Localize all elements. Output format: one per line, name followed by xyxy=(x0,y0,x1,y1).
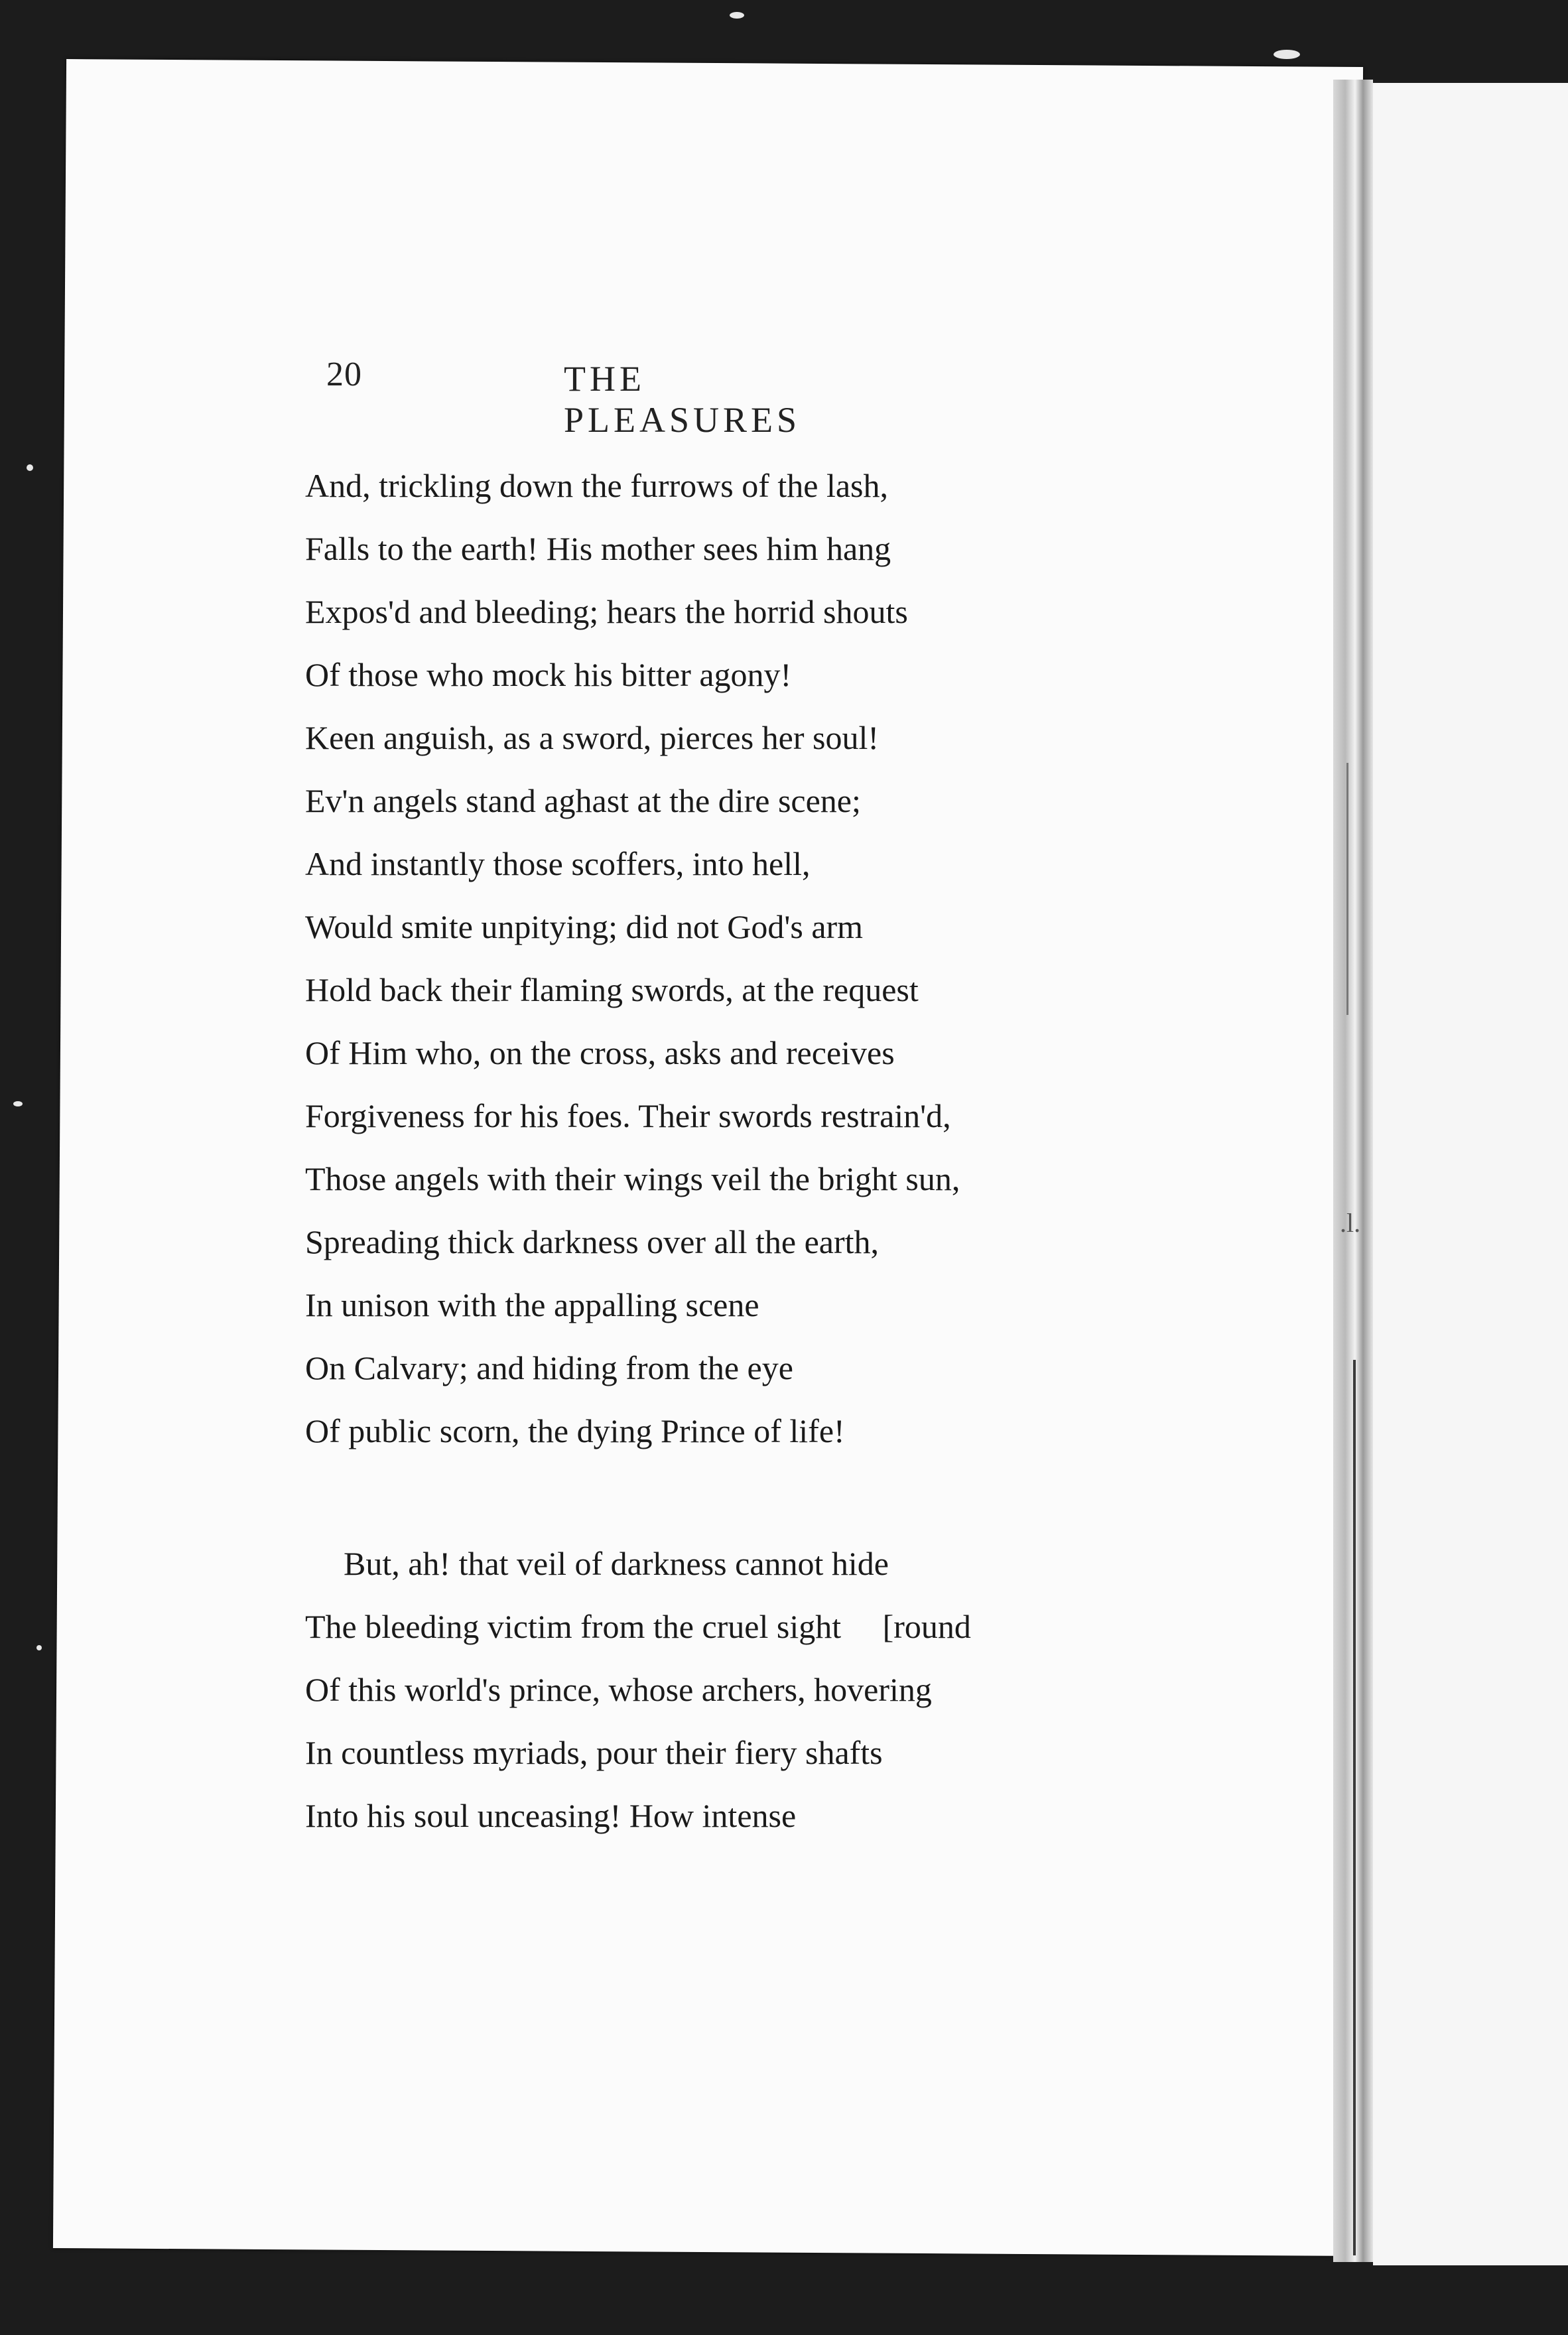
poem-line: In countless myriads, pour their fiery shafts xyxy=(305,1734,883,1771)
poem-line: Into his soul unceasing! How intense xyxy=(305,1797,797,1834)
poem-line: Spreading thick darkness over all the earth, xyxy=(305,1223,879,1260)
poem-line: Of Him who, on the cross, asks and receives xyxy=(305,1034,895,1071)
poem-line: Expos'd and bleeding; hears the horrid shouts xyxy=(305,593,908,630)
scan-speck xyxy=(13,1101,23,1106)
poem-line: Falls to the earth! His mother sees him hang xyxy=(305,530,891,567)
poem-line: Those angels with their wings veil the bright sun, xyxy=(305,1160,960,1197)
poem-line: On Calvary; and hiding from the eye xyxy=(305,1349,793,1386)
poem-line: Forgiveness for his foes. Their swords restrain'd, xyxy=(305,1097,951,1134)
poem-line: And instantly those scoffers, into hell, xyxy=(305,845,811,882)
poem-line: In unison with the appalling scene xyxy=(305,1286,759,1323)
scan-speck xyxy=(27,464,33,471)
poem-line: Keen anguish, as a sword, pierces her soul! xyxy=(305,719,880,756)
poem-line: And, trickling down the furrows of the lash, xyxy=(305,467,889,504)
scan-speck xyxy=(1274,50,1300,59)
gutter-shadow xyxy=(1346,763,1348,1015)
page-number: 20 xyxy=(326,356,362,393)
running-title: THE PLEASURES xyxy=(564,359,801,440)
scan-speck xyxy=(730,12,744,19)
poem-line: Hold back their flaming swords, at the request xyxy=(305,971,919,1008)
poem-line: Ev'n angels stand aghast at the dire scene; xyxy=(305,782,861,819)
gutter-shadow xyxy=(1353,1360,1356,2255)
poem-line: Of those who mock his bitter agony! xyxy=(305,656,792,693)
poem-line: The bleeding victim from the cruel sight [round xyxy=(305,1608,971,1645)
stanza-2 xyxy=(305,1532,1154,1847)
poem-line: Of this world's prince, whose archers, hovering xyxy=(305,1671,932,1708)
poem-line: Of public scorn, the dying Prince of life! xyxy=(305,1412,845,1449)
poem-text xyxy=(305,454,1154,1847)
facing-page xyxy=(1373,83,1568,2265)
poem-line: Would smite unpitying; did not God's arm xyxy=(305,908,864,945)
facing-page-mark: .l. xyxy=(1340,1208,1361,1238)
stanza-1 xyxy=(305,454,1154,1463)
scan-speck xyxy=(36,1645,42,1650)
poem-line: But, ah! that veil of darkness cannot hide xyxy=(344,1545,889,1582)
